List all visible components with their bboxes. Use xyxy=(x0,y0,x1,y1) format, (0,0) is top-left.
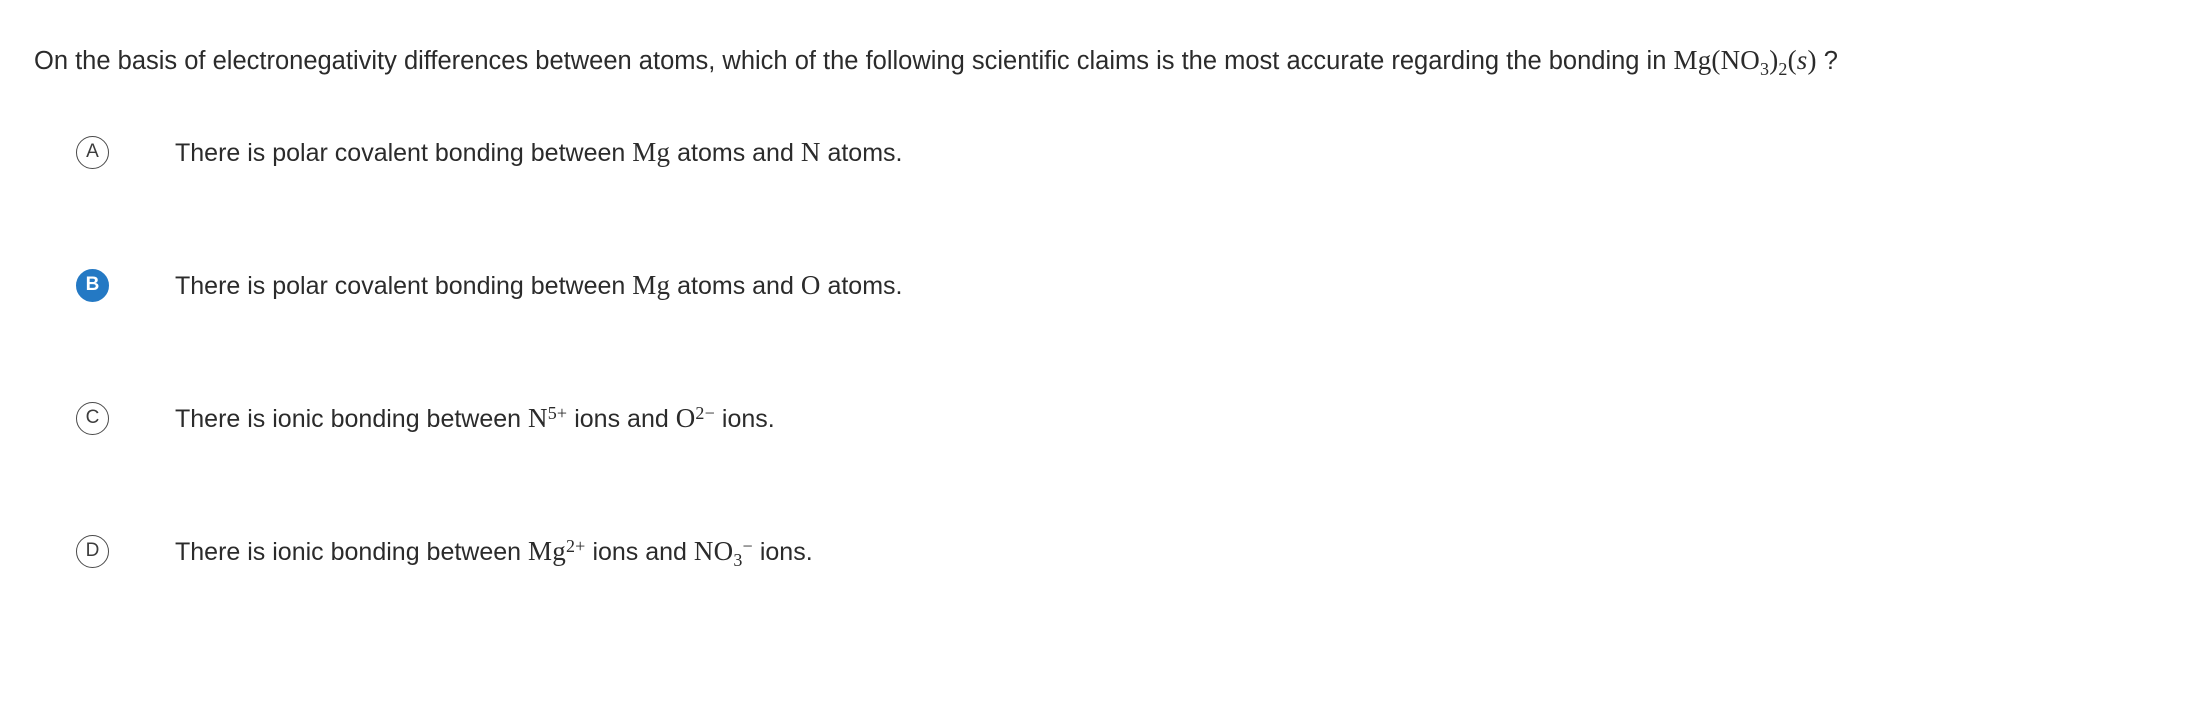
choice-text-c xyxy=(175,400,775,438)
choice-c-math-n-symbol: N xyxy=(528,403,548,433)
choice-d-mg-charge: 2+ xyxy=(565,535,586,556)
choice-c-math-n xyxy=(528,403,567,433)
answer-choice-b[interactable] xyxy=(0,261,2208,394)
choice-b-seg-2: atoms and xyxy=(670,272,801,300)
choice-text-a xyxy=(175,134,903,172)
choice-text-b xyxy=(175,267,903,305)
choice-d-math-no-symbol: NO xyxy=(693,536,734,566)
choice-d-seg-3: ions and xyxy=(585,538,694,566)
answer-choice-d[interactable] xyxy=(0,527,2208,660)
choice-a-math-n: N xyxy=(800,137,821,167)
question-stem xyxy=(34,42,2154,81)
choice-a-seg-4: atoms. xyxy=(820,139,903,167)
choice-d-seg-7: ions. xyxy=(752,538,813,566)
choice-a-seg-2: atoms and xyxy=(670,139,801,167)
choice-c-math-o xyxy=(676,403,715,433)
choice-b-math-o: O xyxy=(800,270,821,300)
answer-choices-list xyxy=(0,128,2208,660)
question-stem-text-before: On the basis of electronegativity differences between atoms, which of the following scientific claims is the most accurate regarding the bonding in xyxy=(34,47,1674,75)
answer-choice-a[interactable] xyxy=(0,128,2208,261)
choice-bubble-b[interactable]: B xyxy=(76,269,109,302)
choice-d-math-nitrate xyxy=(693,535,753,570)
choice-d-math-mg-symbol: Mg xyxy=(528,536,566,566)
choice-c-seg-6: ions. xyxy=(714,405,775,433)
choice-bubble-a[interactable]: A xyxy=(76,136,109,169)
choice-d-no3-subscript: 3 xyxy=(733,549,743,570)
choice-b-seg-4: atoms. xyxy=(820,272,903,300)
choice-c-seg-0: There is ionic bonding between xyxy=(175,405,529,433)
choice-d-seg-0: There is ionic bonding between xyxy=(175,538,529,566)
choice-a-math-mg: Mg xyxy=(632,137,671,167)
question-stem-text-after: ? xyxy=(1816,47,1838,75)
choice-d-math-mg xyxy=(528,536,585,566)
choice-bubble-c[interactable]: C xyxy=(76,402,109,435)
question-formula: $Mg(NO_3)_2(s)$ xyxy=(1673,45,1817,79)
choice-c-math-o-symbol: O xyxy=(675,403,696,433)
choice-d-nitrate-charge: − xyxy=(742,535,753,556)
choice-c-seg-3: ions and xyxy=(567,405,676,433)
choice-a-seg-0: There is polar covalent bonding between xyxy=(175,139,633,167)
choice-c-n-charge: 5+ xyxy=(547,402,568,423)
choice-bubble-d[interactable]: D xyxy=(76,535,109,568)
choice-text-d xyxy=(175,533,813,573)
choice-c-o-charge: 2− xyxy=(695,402,715,423)
choice-b-seg-0: There is polar covalent bonding between xyxy=(175,272,633,300)
choice-b-math-mg: Mg xyxy=(632,270,671,300)
answer-choice-c[interactable] xyxy=(0,394,2208,527)
